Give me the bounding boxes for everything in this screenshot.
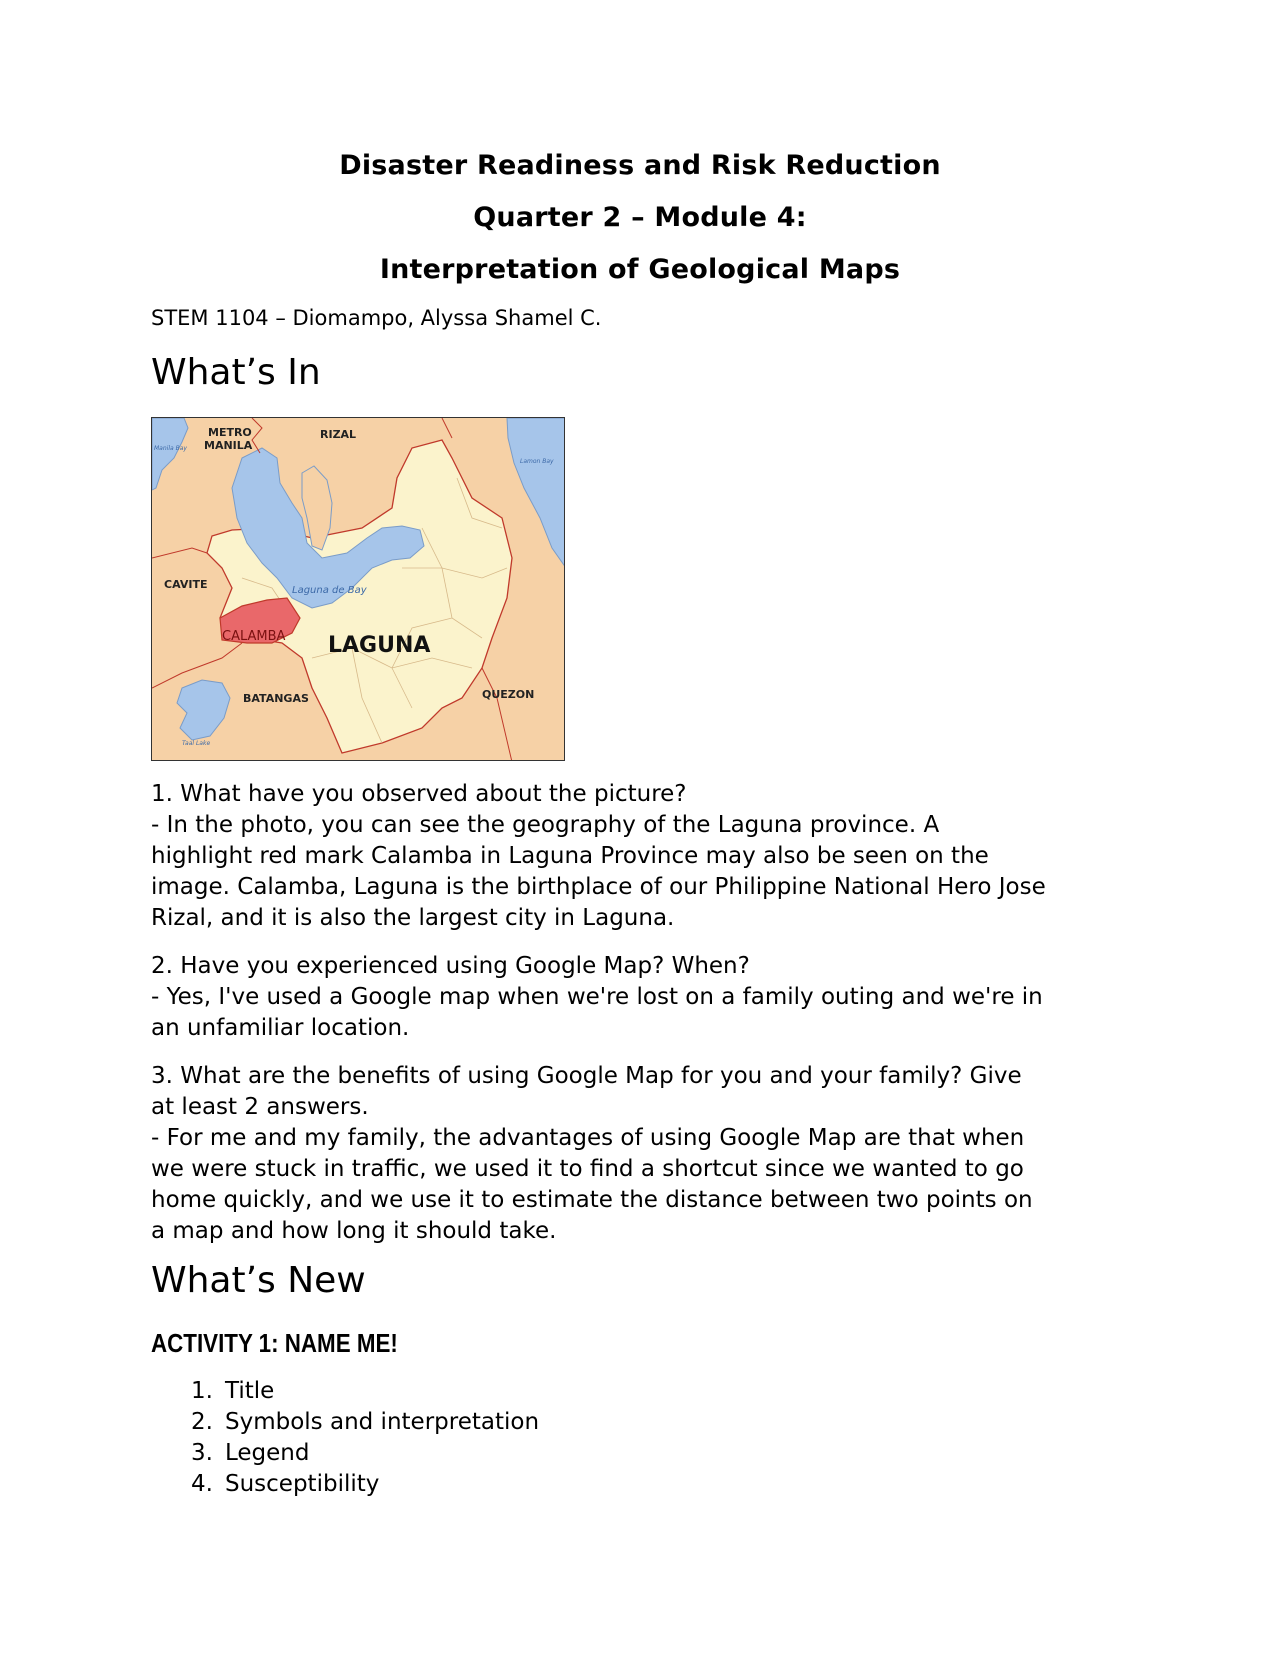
map-label-cavite: CAVITE xyxy=(164,578,208,591)
answer-1-line-3: image. Calamba, Laguna is the birthplace of our Philippine National Hero Jose xyxy=(151,874,1046,900)
map-label-manila-bay: Manila Bay xyxy=(154,445,187,452)
list-item-number: 4. xyxy=(191,1471,213,1497)
answer-1-line-4: Rizal, and it is also the largest city in Laguna. xyxy=(151,905,675,931)
question-1: 1. What have you observed about the picture? xyxy=(151,781,687,807)
map-label-laguna-de-bay: Laguna de Bay xyxy=(292,585,367,596)
section-heading-whats-in: What’s In xyxy=(151,352,321,393)
activity-title: ACTIVITY 1: NAME ME! xyxy=(151,1328,398,1358)
map-label-laguna: LAGUNA xyxy=(328,633,431,658)
map-label-batangas: BATANGAS xyxy=(243,692,309,705)
map-label-calamba: CALAMBA xyxy=(222,629,286,644)
answer-2-line-2: an unfamiliar location. xyxy=(151,1015,410,1041)
list-item-number: 2. xyxy=(191,1409,213,1435)
list-item-text: Symbols and interpretation xyxy=(225,1409,540,1435)
laguna-map xyxy=(152,418,565,761)
list-item xyxy=(151,1469,539,1500)
list-item-number: 1. xyxy=(191,1378,213,1404)
answer-1-line-2: highlight red mark Calamba in Laguna Province may also be seen on the xyxy=(151,843,989,869)
author-line: STEM 1104 – Diomampo, Alyssa Shamel C. xyxy=(151,306,602,330)
question-1-block xyxy=(151,779,1141,934)
map-label-taal-lake: Taal Lake xyxy=(182,740,211,747)
list-item xyxy=(151,1376,539,1407)
answer-3-line-1: - For me and my family, the advantages of using Google Map are that when xyxy=(151,1125,1025,1151)
question-2: 2. Have you experienced using Google Map? When? xyxy=(151,953,750,979)
answer-1-line-1: - In the photo, you can see the geography of the Laguna province. A xyxy=(151,812,940,838)
answer-2-line-1: - Yes, I've used a Google map when we're lost on a family outing and we're in xyxy=(151,984,1043,1010)
list-item-number: 3. xyxy=(191,1440,213,1466)
laguna-map-image xyxy=(151,417,565,761)
title-subject: Disaster Readiness and Risk Reduction xyxy=(339,150,941,181)
map-label-metro: METRO xyxy=(208,426,252,439)
map-label-manila: MANILA xyxy=(204,439,253,452)
list-item-text: Legend xyxy=(225,1440,310,1466)
question-3-line-1: 3. What are the benefits of using Google Map for you and your family? Give xyxy=(151,1063,1022,1089)
title-topic: Interpretation of Geological Maps xyxy=(379,254,901,285)
question-2-block xyxy=(151,951,1141,1044)
list-item xyxy=(151,1438,539,1469)
list-item xyxy=(151,1407,539,1438)
answer-3-line-2: we were stuck in traffic, we used it to find a shortcut since we wanted to go xyxy=(151,1156,1024,1182)
answer-3-line-3: home quickly, and we use it to estimate the distance between two points on xyxy=(151,1187,1033,1213)
list-item-text: Title xyxy=(225,1378,275,1404)
map-label-lamon-bay: Lamon Bay xyxy=(520,458,554,465)
map-label-rizal: RIZAL xyxy=(320,428,357,441)
section-heading-whats-new: What’s New xyxy=(151,1260,366,1301)
question-3-block xyxy=(151,1061,1141,1247)
title-module: Quarter 2 – Module 4: xyxy=(473,202,807,233)
activity-answer-list xyxy=(151,1376,539,1500)
list-item-text: Susceptibility xyxy=(225,1471,380,1497)
answer-3-line-4: a map and how long it should take. xyxy=(151,1218,557,1244)
map-label-quezon: QUEZON xyxy=(482,688,535,701)
question-3-line-2: at least 2 answers. xyxy=(151,1094,369,1120)
